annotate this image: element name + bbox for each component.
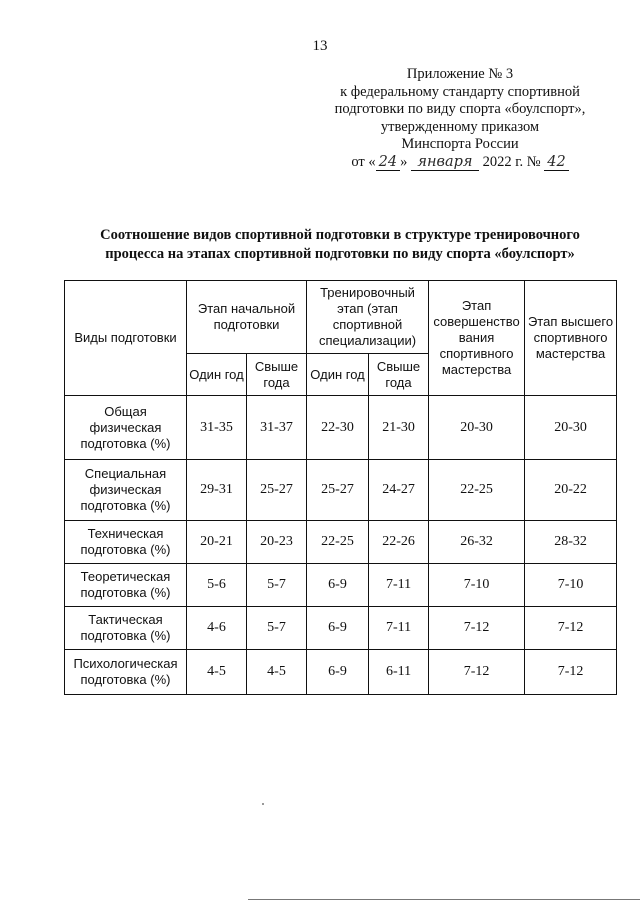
table-cell: 7-12	[525, 607, 617, 650]
document-heading	[64, 226, 616, 264]
table-cell: 24-27	[369, 460, 429, 521]
table-cell: 7-12	[429, 650, 525, 695]
table-cell: 7-10	[429, 564, 525, 607]
table-cell: 6-11	[369, 650, 429, 695]
page-number: 13	[312, 38, 328, 54]
table-cell: 7-10	[525, 564, 617, 607]
header-stage-highest: Этап высшего спортивного мастерства	[525, 281, 617, 396]
table-cell: 4-5	[247, 650, 307, 695]
subheader-over-year: Свыше года	[369, 354, 429, 396]
table-row	[65, 460, 617, 521]
training-ratio-table	[64, 280, 617, 695]
table-cell: 20-22	[525, 460, 617, 521]
header-stage-improvement: Этап совершенство вания спортивного мастерства	[429, 281, 525, 396]
subheader-over-year: Свыше года	[247, 354, 307, 396]
table-cell: 25-27	[307, 460, 369, 521]
appendix-approved: утвержденному приказом	[380, 118, 540, 135]
table-cell: 5-7	[247, 564, 307, 607]
table-cell: 20-30	[525, 396, 617, 460]
row-label: Психологическая подготовка (%)	[65, 650, 187, 695]
heading-line-1: Соотношение видов спортивной подготовки в структуре тренировочного	[100, 227, 580, 243]
table-cell: 20-21	[187, 521, 247, 564]
table-cell: 22-25	[307, 521, 369, 564]
table-cell: 5-6	[187, 564, 247, 607]
table-cell: 20-30	[429, 396, 525, 460]
table-cell: 31-35	[187, 396, 247, 460]
handwritten-day: 24	[376, 155, 400, 171]
date-prefix: от «	[351, 153, 376, 170]
table-cell: 6-9	[307, 650, 369, 695]
appendix-sport: подготовки по виду спорта «боулспорт»,	[334, 101, 586, 117]
table-cell: 7-12	[525, 650, 617, 695]
table-cell: 26-32	[429, 521, 525, 564]
table-cell: 7-11	[369, 607, 429, 650]
table-cell: 6-9	[307, 607, 369, 650]
date-year: 2022 г. №	[478, 153, 545, 170]
table-cell: 5-7	[247, 607, 307, 650]
table-cell: 22-30	[307, 396, 369, 460]
table-cell: 4-6	[187, 607, 247, 650]
table-cell: 22-26	[369, 521, 429, 564]
table-cell: 7-12	[429, 607, 525, 650]
row-label: Техническая подготовка (%)	[65, 521, 187, 564]
table-cell: 7-11	[369, 564, 429, 607]
table-cell: 4-5	[187, 650, 247, 695]
subheader-one-year: Один год	[307, 354, 369, 396]
subheader-one-year: Один год	[187, 354, 247, 396]
row-label: Теоретическая подготовка (%)	[65, 564, 187, 607]
handwritten-order-number: 42	[544, 155, 568, 171]
header-training-types: Виды подготовки	[65, 281, 187, 396]
row-label: Тактическая подготовка (%)	[65, 607, 187, 650]
table-cell: 6-9	[307, 564, 369, 607]
header-stage-training: Тренировочный этап (этап спортивной специализации)	[307, 281, 429, 354]
row-label: Общая физическая подготовка (%)	[65, 396, 187, 460]
appendix-title: Приложение № 3	[406, 66, 514, 82]
table-cell: 28-32	[525, 521, 617, 564]
appendix-date-line	[330, 154, 590, 172]
table-row	[65, 650, 617, 695]
table-cell: 22-25	[429, 460, 525, 521]
table-row	[65, 521, 617, 564]
table-row	[65, 607, 617, 650]
appendix-block	[330, 66, 590, 171]
header-stage-initial: Этап начальной подготовки	[187, 281, 307, 354]
row-label: Специальная физическая подготовка (%)	[65, 460, 187, 521]
handwritten-month: января	[411, 155, 479, 171]
table-row	[65, 396, 617, 460]
appendix-ministry: Минспорта России	[401, 136, 519, 152]
table-cell: 31-37	[247, 396, 307, 460]
table-cell: 29-31	[187, 460, 247, 521]
date-mid: »	[400, 153, 411, 170]
table-cell: 25-27	[247, 460, 307, 521]
scan-edge-line	[248, 899, 640, 900]
appendix-standard: к федеральному стандарту спортивной	[340, 83, 580, 100]
table-cell: 20-23	[247, 521, 307, 564]
table-cell: 21-30	[369, 396, 429, 460]
table-row	[65, 564, 617, 607]
heading-line-2: процесса на этапах спортивной подготовки по виду спорта «боулспорт»	[105, 246, 575, 262]
scan-speck	[262, 803, 264, 805]
